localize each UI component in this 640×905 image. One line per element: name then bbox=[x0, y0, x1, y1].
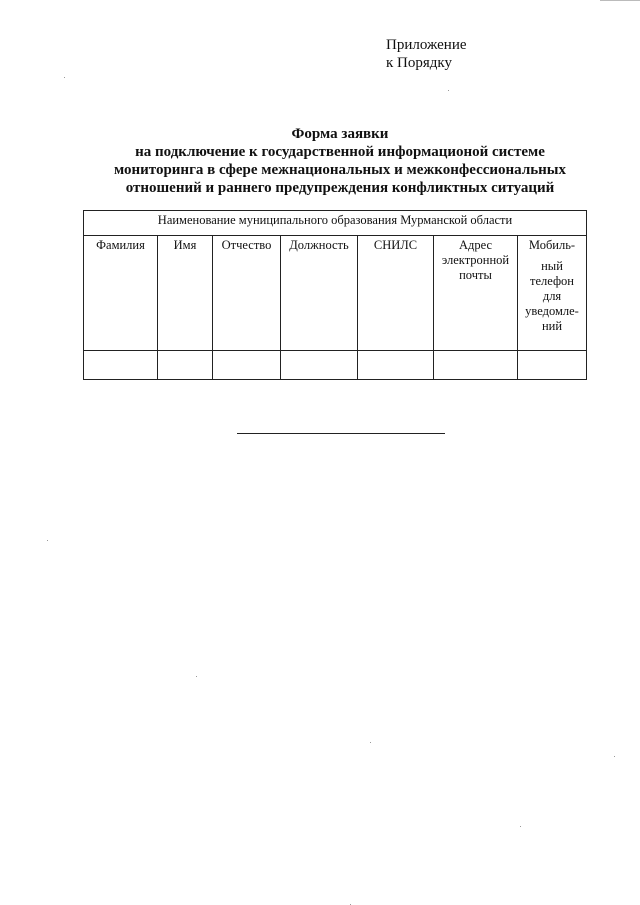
table-cell bbox=[158, 351, 213, 380]
separator-line bbox=[237, 433, 445, 434]
scan-speck bbox=[614, 756, 615, 757]
title-line-1: Форма заявки bbox=[291, 126, 389, 142]
table-cell bbox=[434, 351, 518, 380]
title-line-4: отношений и раннего предупреждения конфликтных ситуаций bbox=[125, 180, 555, 196]
column-header-position: Должность bbox=[281, 236, 358, 351]
phone-header-line: ний bbox=[541, 319, 563, 333]
table-row bbox=[84, 351, 587, 380]
column-header-email: Адрес электронной почты bbox=[434, 236, 518, 351]
scan-mark bbox=[600, 0, 640, 3]
table-cell bbox=[84, 351, 158, 380]
column-header-mobile-phone bbox=[518, 236, 587, 351]
phone-header-line: Мобиль- bbox=[528, 238, 576, 252]
phone-header-line: для bbox=[542, 289, 562, 303]
table-cell bbox=[281, 351, 358, 380]
scan-speck bbox=[47, 540, 48, 541]
table-header-municipality: Наименование муниципального образования Мурманской области bbox=[84, 211, 587, 236]
scan-speck bbox=[448, 90, 449, 91]
phone-header-line: телефон bbox=[530, 274, 574, 288]
title-line-2: на подключение к государственной информационой системе bbox=[135, 144, 545, 160]
application-table bbox=[83, 210, 587, 380]
table-cell bbox=[213, 351, 281, 380]
scan-speck bbox=[196, 676, 197, 677]
column-header-name: Имя bbox=[158, 236, 213, 351]
scan-speck bbox=[520, 826, 521, 827]
form-title bbox=[80, 125, 600, 197]
scan-speck bbox=[64, 77, 65, 78]
phone-header-line: уведомле- bbox=[525, 304, 579, 318]
scan-speck bbox=[370, 742, 371, 743]
table-cell bbox=[518, 351, 587, 380]
phone-header-line: ный bbox=[541, 259, 563, 273]
appendix-line-2: к Порядку bbox=[386, 55, 452, 71]
column-header-surname: Фамилия bbox=[84, 236, 158, 351]
column-header-patronymic: Отчество bbox=[213, 236, 281, 351]
title-line-3: мониторинга в сфере межнациональных и межконфессиональных bbox=[113, 162, 567, 178]
appendix-line-1: Приложение bbox=[386, 37, 467, 53]
column-header-snils: СНИЛС bbox=[358, 236, 434, 351]
appendix-note bbox=[386, 36, 467, 72]
table-cell bbox=[358, 351, 434, 380]
